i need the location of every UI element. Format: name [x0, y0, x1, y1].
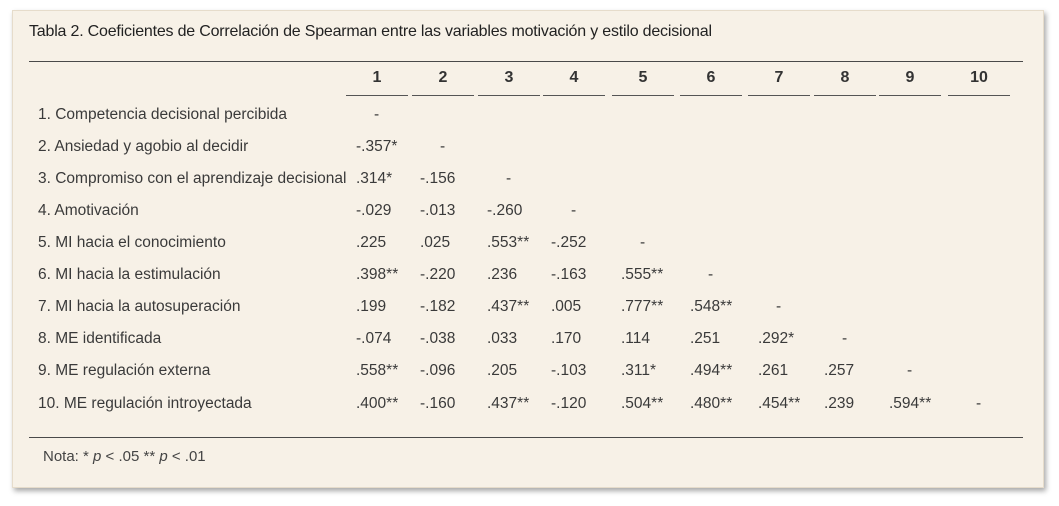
column-header-underline	[543, 95, 605, 96]
table-note	[43, 448, 206, 465]
row-label: 10. ME regulación introyectada	[38, 395, 252, 412]
table-cell: .199	[356, 298, 387, 315]
table-cell: .437**	[487, 298, 530, 315]
table-cell: -	[571, 202, 577, 219]
table-cell: -.120	[551, 395, 587, 412]
table-cell: .005	[551, 298, 582, 315]
table-cell: .454**	[758, 395, 801, 412]
table-cell: -	[976, 395, 982, 412]
table-cell: -.103	[551, 362, 587, 379]
column-header-5: 5	[638, 69, 648, 86]
row-label: 4. Amotivación	[38, 202, 139, 219]
table-cell: .033	[487, 330, 518, 347]
table-cell: .314*	[356, 170, 393, 187]
table-cell: -	[708, 266, 714, 283]
column-header-underline	[879, 95, 941, 96]
note-prefix: Nota: *	[43, 448, 94, 465]
column-header-1: 1	[372, 69, 382, 86]
column-header-8: 8	[840, 69, 850, 86]
table-cell: .548**	[690, 298, 733, 315]
column-header-underline	[814, 95, 876, 96]
table-cell: -	[776, 298, 782, 315]
table-cell: .437**	[487, 395, 530, 412]
row-label: 5. MI hacia el conocimiento	[38, 234, 226, 251]
table-cell: -.096	[420, 362, 456, 379]
table-cell: .594**	[889, 395, 932, 412]
table-cell: -	[907, 362, 913, 379]
table-cell: -.252	[551, 234, 587, 251]
column-header-underline	[478, 95, 540, 96]
row-label: 3. Compromiso con el aprendizaje decisional	[38, 170, 347, 187]
table-cell: .261	[758, 362, 789, 379]
table-cell: -.038	[420, 330, 456, 347]
table-cell: .311*	[621, 362, 657, 379]
table-cell: -	[842, 330, 848, 347]
table-cell: .504**	[621, 395, 664, 412]
column-header-2: 2	[438, 69, 448, 86]
table-cell: -	[374, 106, 380, 123]
row-label: 9. ME regulación externa	[38, 362, 211, 379]
column-header-underline	[612, 95, 674, 96]
table-cell: -.074	[356, 330, 392, 347]
table-cell: .777**	[621, 298, 664, 315]
column-header-4: 4	[569, 69, 579, 86]
table-cell: .555**	[621, 266, 664, 283]
column-header-3: 3	[504, 69, 514, 86]
note-suffix: < .01	[167, 448, 206, 465]
table-cell: .170	[551, 330, 582, 347]
table-cell: .553**	[487, 234, 530, 251]
table-cell: .114	[621, 330, 651, 347]
table-cell: -.260	[487, 202, 523, 219]
row-label: 1. Competencia decisional percibida	[38, 106, 288, 123]
table-cell: .205	[487, 362, 518, 379]
row-label: 7. MI hacia la autosuperación	[38, 298, 241, 315]
table-cell: .025	[420, 234, 451, 251]
table-card	[12, 10, 1044, 488]
table-cell: -.156	[420, 170, 456, 187]
column-header-underline	[748, 95, 810, 96]
column-header-underline	[412, 95, 474, 96]
table-cell: -.029	[356, 202, 392, 219]
table-cell: .494**	[690, 362, 733, 379]
table-cell: .398**	[356, 266, 399, 283]
table-cell: .225	[356, 234, 387, 251]
table-cell: -.160	[420, 395, 456, 412]
row-label: 2. Ansiedad y agobio al decidir	[38, 138, 249, 155]
column-header-underline	[680, 95, 742, 96]
table-cell: -.220	[420, 266, 456, 283]
bottom-rule	[29, 437, 1023, 438]
note-middle: < .05 **	[101, 448, 160, 465]
column-header-6: 6	[706, 69, 716, 86]
table-cell: -	[506, 170, 512, 187]
table-cell: -.182	[420, 298, 456, 315]
row-label: 8. ME identificada	[38, 330, 162, 347]
table-cell: .558**	[356, 362, 399, 379]
table-cell: .257	[824, 362, 855, 379]
table-cell: -.163	[551, 266, 587, 283]
table-cell: -	[640, 234, 646, 251]
column-header-10: 10	[970, 69, 988, 86]
table-cell: -	[440, 138, 446, 155]
column-header-9: 9	[905, 69, 915, 86]
row-label: 6. MI hacia la estimulación	[38, 266, 221, 283]
table-cell: -.013	[420, 202, 456, 219]
column-header-7: 7	[774, 69, 784, 86]
note-p-symbol: p	[93, 448, 102, 465]
table-cell: .400**	[356, 395, 399, 412]
column-header-underline	[948, 95, 1010, 96]
table-cell: .251	[690, 330, 721, 347]
column-header-underline	[346, 95, 408, 96]
table-cell: .292*	[758, 330, 795, 347]
table-cell: .480**	[690, 395, 733, 412]
table-cell: .239	[824, 395, 855, 412]
top-rule	[29, 61, 1023, 62]
table-cell: .236	[487, 266, 518, 283]
table-cell: -.357*	[356, 138, 398, 155]
table-title: Tabla 2. Coeficientes de Correlación de Spearman entre las variables motivación y estilo decisional	[29, 23, 712, 40]
note-p-symbol: p	[159, 448, 168, 465]
